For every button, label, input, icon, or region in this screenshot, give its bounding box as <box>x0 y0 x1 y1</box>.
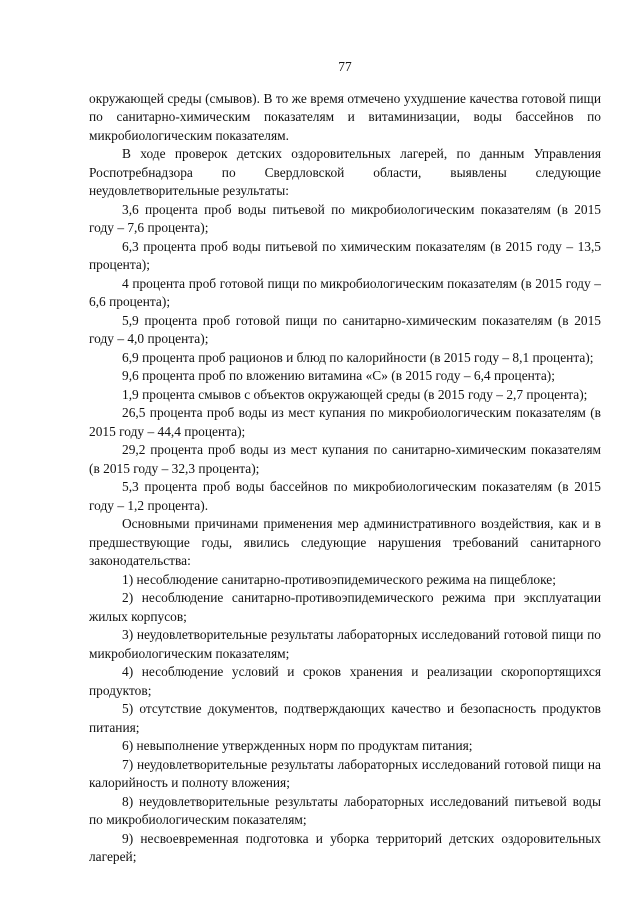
result-item-rations-calories: 6,9 процента проб рационов и блюд по калорийности (в 2015 году – 8,1 процента); <box>122 349 594 365</box>
violation-item-8: 8) неудовлетворительные результаты лабораторных исследований питьевой воды по микробиологическим показателям; <box>89 793 601 827</box>
paragraph-violations-intro: Основными причинами применения мер административного воздействия, как и в предшествующие годы, явились следующие нарушения требований санитарного законодательства: <box>89 516 601 568</box>
document-page <box>89 58 601 867</box>
violation-item-7: 7) неудовлетворительные результаты лабораторных исследований готовой пищи на калорийность и полноту вложения; <box>89 756 601 790</box>
violation-item-3: 3) неудовлетворительные результаты лабораторных исследований готовой пищи по микробиологическим показателям; <box>89 627 601 661</box>
paragraph-inspection-results: В ходе проверок детских оздоровительных лагерей, по данным Управления Роспотребнадзора по Свердловской области, выявлены следующие неудовлетворительные результаты: <box>89 146 601 198</box>
violation-item-2: 2) несоблюдение санитарно-противоэпидемического режима при эксплуатации жилых корпусов; <box>89 590 601 624</box>
page-number: 77 <box>338 59 352 74</box>
violation-item-5: 5) отсутствие документов, подтверждающих качество и безопасность продуктов питания; <box>89 701 601 735</box>
violation-item-1: 1) несоблюдение санитарно-противоэпидемического режима на пищеблоке; <box>122 571 556 587</box>
result-item-pool-water-micro: 5,3 процента проб воды бассейнов по микробиологическим показателям (в 2015 году – 1,2 процента). <box>89 479 601 513</box>
result-item-vitamin-c: 9,6 процента проб по вложению витамина «С» (в 2015 году – 6,4 процента); <box>122 368 555 383</box>
result-item-drinking-water-micro: 3,6 процента проб воды питьевой по микробиологическим показателям (в 2015 году – 7,6 процента); <box>89 201 601 235</box>
result-item-bathing-water-micro: 26,5 процента проб воды из мест купания по микробиологическим показателям (в 2015 году – 44,4 процента); <box>89 405 601 439</box>
violation-item-4: 4) несоблюдение условий и сроков хранения и реализации скоропортящихся продуктов; <box>89 664 601 698</box>
result-item-food-chem: 5,9 процента проб готовой пищи по санитарно-химическим показателям (в 2015 году – 4,0 процента); <box>89 312 601 346</box>
violation-item-6: 6) невыполнение утвержденных норм по продуктам питания; <box>122 738 473 753</box>
result-item-bathing-water-chem: 29,2 процента проб воды из мест купания по санитарно-химическим показателям (в 2015 году – 32,3 процента); <box>89 442 601 476</box>
violation-item-9: 9) несвоевременная подготовка и уборка территорий детских оздоровительных лагерей; <box>89 830 601 864</box>
result-item-food-micro: 4 процента проб готовой пищи по микробиологическим показателям (в 2015 году – 6,6 процента); <box>89 275 601 309</box>
result-item-drinking-water-chem: 6,3 процента проб воды питьевой по химическим показателям (в 2015 году – 13,5 процента); <box>89 238 601 272</box>
result-item-swabs: 1,9 процента смывов с объектов окружающей среды (в 2015 году – 2,7 процента); <box>122 386 588 402</box>
paragraph-intro-continuation: окружающей среды (смывов). В то же время отмечено ухудшение качества готовой пищи по санитарно-химическим показателям и витаминизации, воды бассейнов по микробиологическим показателям. <box>89 90 601 143</box>
